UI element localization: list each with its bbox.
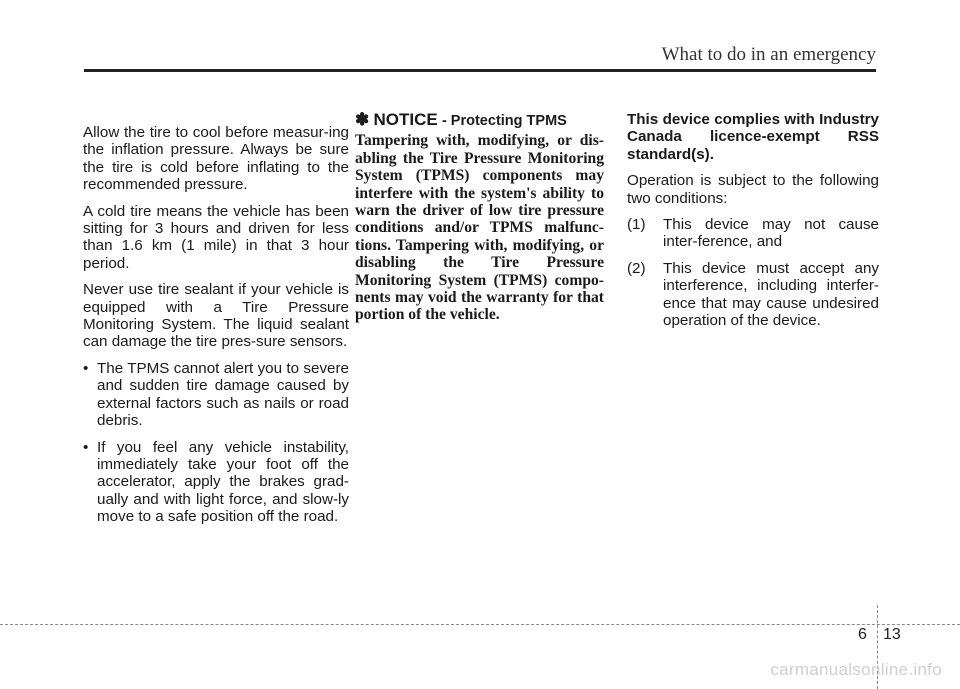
- condition-text: This device must accept any interference, including interfer-ence that may cause undesired operation of the device.: [663, 259, 879, 330]
- conditions-intro: Operation is subject to the following two conditions:: [627, 172, 879, 207]
- page-number: 13: [883, 626, 901, 643]
- compliance-statement: This device complies with Industry Canada licence-exempt RSS standard(s).: [627, 111, 879, 163]
- column-1: [83, 124, 349, 535]
- bullet-item: [83, 360, 349, 430]
- column-3: [627, 111, 879, 338]
- notice-column: [355, 110, 604, 324]
- section-title: What to do in an emergency: [661, 44, 876, 65]
- paragraph-cool-tire: Allow the tire to cool before measur-ing the inflation pressure. Always be sure the tire is cold before inflating to the recommended pressure.: [83, 124, 349, 194]
- condition-item: [627, 260, 879, 330]
- condition-number: (2): [627, 259, 646, 277]
- notice-heading: [355, 111, 604, 130]
- condition-item: [627, 216, 879, 251]
- bullet-text: The TPMS cannot alert you to severe and sudden tire damage caused by external factors such as nails or road debris.: [97, 359, 349, 430]
- bullet-item: [83, 439, 349, 526]
- notice-label: NOTICE: [373, 110, 438, 129]
- header-rule: [84, 69, 876, 72]
- paragraph-cold-tire-definition: A cold tire means the vehicle has been sitting for 3 hours and driven for less than 1.6 km (1 mile) in that 3 hour period.: [83, 202, 349, 272]
- notice-star-icon: ✽: [355, 110, 370, 129]
- condition-text: This device may not cause inter-ference, and: [663, 216, 879, 251]
- watermark: carmanualsonline.info: [770, 660, 942, 679]
- paragraph-sealant-warning: Never use tire sealant if your vehicle is equipped with a Tire Pressure Monitoring System. The liquid sealant can damage the tire pres-sure sensors.: [83, 281, 349, 351]
- condition-number: (1): [627, 216, 646, 234]
- notice-subtitle: - Protecting TPMS: [441, 113, 567, 129]
- bullet-text: If you feel any vehicle instability, immediately take your foot off the accelerator, apply the brakes grad-ually and with light force, and slow-ly move to a safe position off the road.: [97, 438, 349, 526]
- bullet-dot: •: [83, 359, 89, 377]
- bullet-dot: •: [83, 438, 89, 456]
- footer-divider: [0, 624, 960, 625]
- notice-body: Tampering with, modifying, or dis-abling the Tire Pressure Monitoring System (TPMS) components may interfere with the system's ability to warn the driver of low tire pressure conditions and/or TPMS malfunc-tions. Tampering with, modifying, or disabling the Tire Pressure Monitoring System (TPMS) compo-nents may void the warranty for that portion of the vehicle.: [355, 132, 604, 324]
- chapter-number: 6: [858, 626, 867, 643]
